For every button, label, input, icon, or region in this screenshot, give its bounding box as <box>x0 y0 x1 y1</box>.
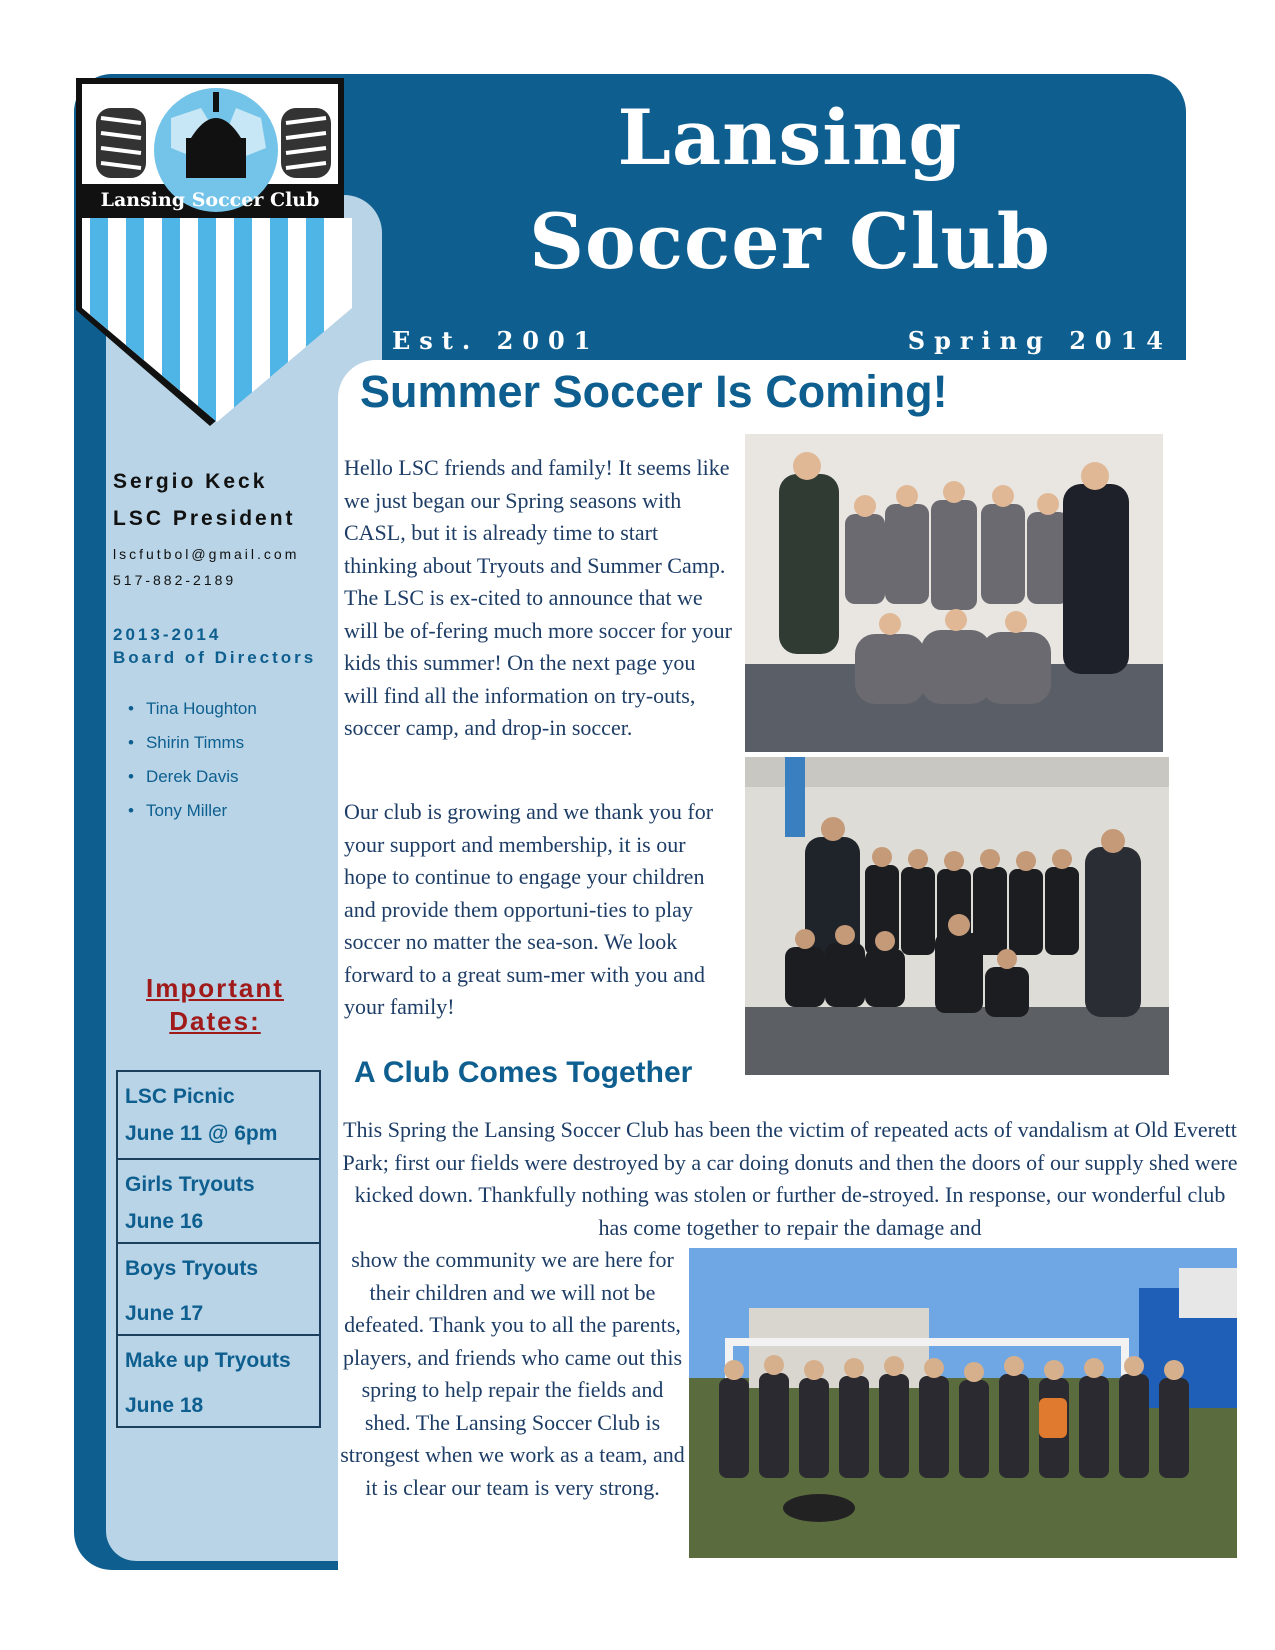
date-when: June 16 <box>125 1210 204 1233</box>
date-event: LSC Picnic <box>125 1085 235 1108</box>
season-label: Spring 2014 <box>907 326 1172 355</box>
established-label: Est. 2001 <box>392 326 600 355</box>
sub-headline: A Club Comes Together <box>354 1056 693 1089</box>
board-years: 2013-2014 <box>113 625 222 644</box>
date-when: June 18 <box>125 1394 204 1417</box>
date-row <box>118 1072 319 1160</box>
date-row <box>118 1244 319 1336</box>
club-logo <box>76 78 358 428</box>
president-email: lscfutbol@gmail.com <box>113 546 300 562</box>
content-area-bottom <box>338 1560 1186 1580</box>
headline: Summer Soccer Is Coming! <box>360 366 948 417</box>
date-row <box>118 1160 319 1244</box>
important-dates-table <box>116 1070 321 1428</box>
date-when: June 11 @ 6pm <box>125 1122 278 1145</box>
board-member: • Derek Davis <box>128 760 257 794</box>
intro-paragraph: Hello LSC friends and family! It seems like we just began our Spring seasons with CASL, but it is already time to start thinking about Tryouts and Summer Camp. The LSC is ex-cited to announce that we will be of-fering much more soccer for your kids this summer! On the next page you will find all the information on try-outs, soccer camp, and drop-in soccer. <box>344 455 732 740</box>
boys-team-photo <box>745 757 1169 1075</box>
date-event: Boys Tryouts <box>125 1257 259 1280</box>
masthead-title <box>520 86 1060 294</box>
growth-paragraph: Our club is growing and we thank you for your support and membership, it is our hope to continue to engage your children and provide them opportuni-ties to play soccer no matter the sea-son. We look forward to a great sum-mer with you and your family! <box>344 799 714 1019</box>
board-member-list <box>128 692 257 828</box>
president-name: Sergio Keck <box>113 470 268 493</box>
date-event: Girls Tryouts <box>125 1173 255 1196</box>
board-title: Board of Directors <box>113 648 317 667</box>
story-paragraph-top: This Spring the Lansing Soccer Club has been the victim of repeated acts of vandalism at Old Everett Park; first our fields were destroyed by a car doing donuts and then the doors of our supply shed were kicked down. Thankfully nothing was stolen or further de-stroyed. In response, our wonderful club has come together to repair the damage and <box>342 1117 1238 1240</box>
dates-heading-line-2: Dates: <box>169 1006 261 1036</box>
board-member: • Tina Houghton <box>128 692 257 726</box>
president-phone: 517-882-2189 <box>113 572 237 588</box>
date-row <box>118 1336 319 1426</box>
board-member: • Tony Miller <box>128 794 257 828</box>
logo-text: Lansing Soccer Club <box>100 189 320 211</box>
girls-team-photo <box>745 434 1163 752</box>
date-when: June 17 <box>125 1302 204 1325</box>
dates-heading-line-1: Important <box>146 973 284 1003</box>
president-title: LSC President <box>113 507 296 530</box>
title-line-1: Lansing <box>617 93 963 182</box>
volunteers-group-photo <box>689 1248 1237 1558</box>
important-dates-heading <box>110 972 320 1038</box>
board-member: • Shirin Timms <box>128 726 257 760</box>
story-paragraph-bottom: show the community we are here for their children and we will not be defeated. Thank you to all the parents, players, and friends who came out this spring to help repair the fields and shed. The Lansing Soccer Club is strongest when we work as a team, and it is clear our team is very strong. <box>340 1247 685 1500</box>
date-event: Make up Tryouts <box>125 1349 291 1372</box>
title-line-2: Soccer Club <box>529 197 1051 286</box>
